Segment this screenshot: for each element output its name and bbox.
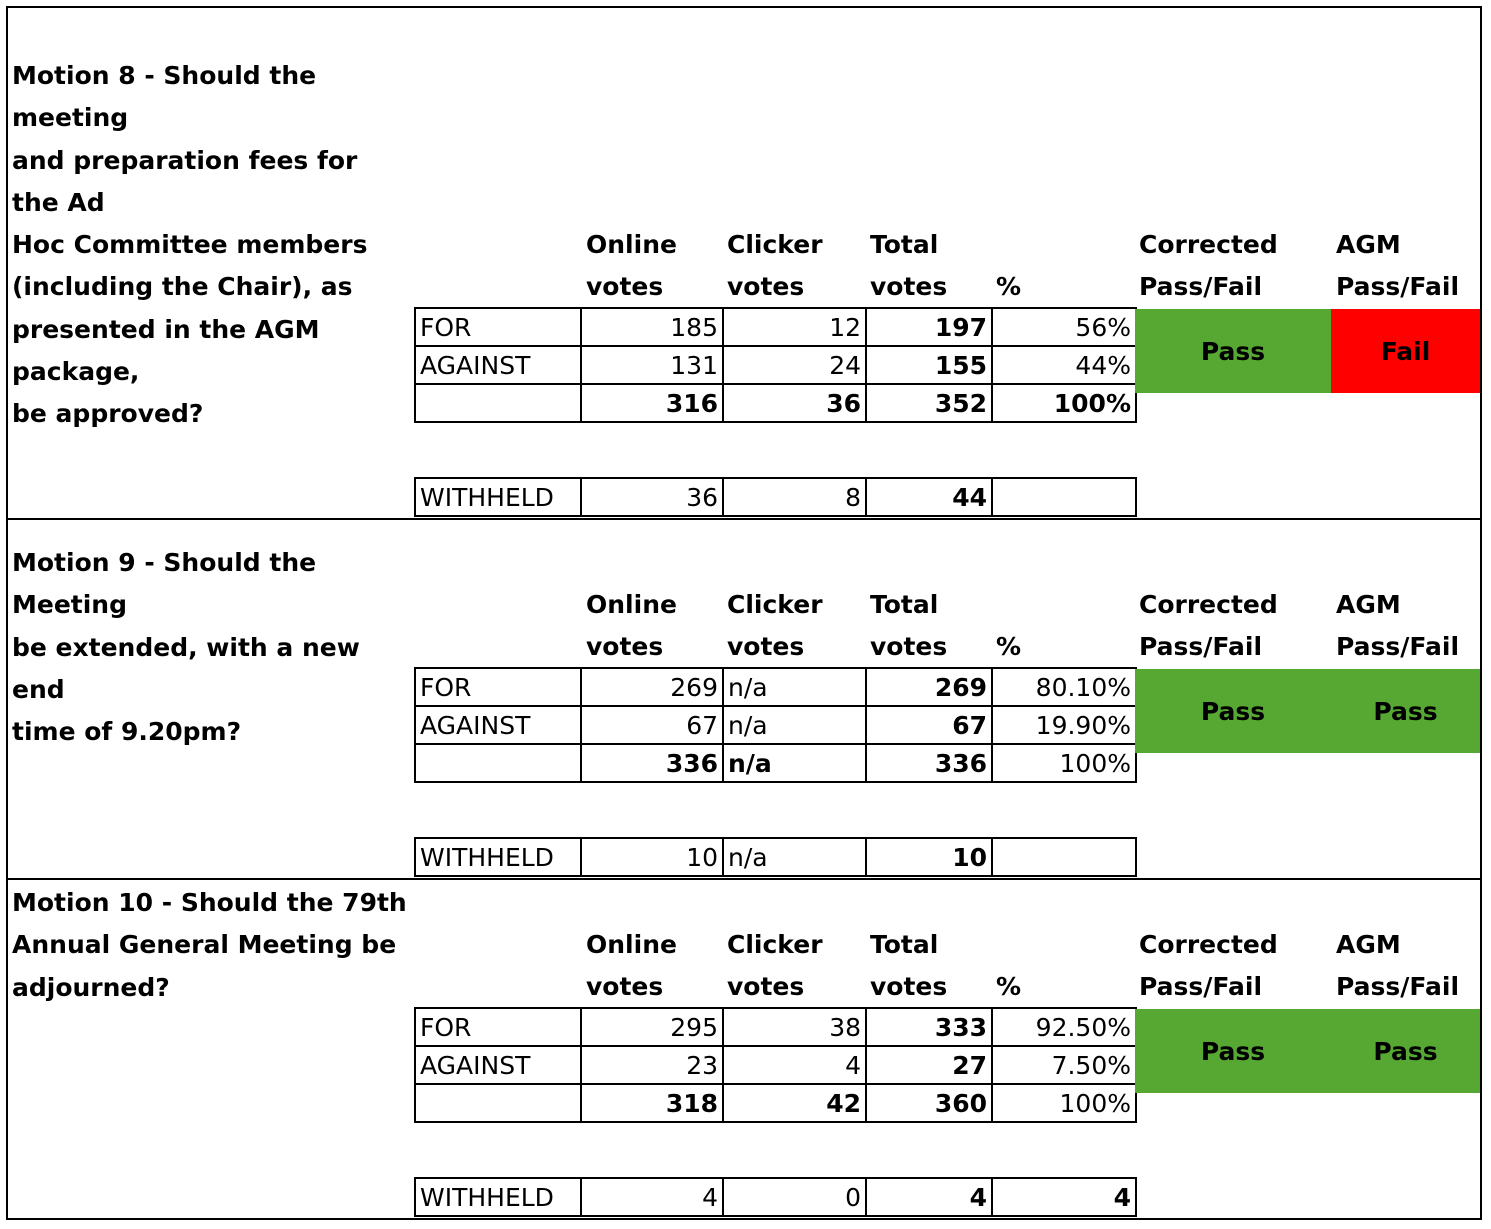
row-label: WITHHELD — [415, 478, 581, 516]
clicker-votes-cell: 4 — [723, 1046, 866, 1084]
section-divider — [6, 518, 1482, 520]
online-votes-cell: 269 — [581, 668, 723, 706]
corrected-pass-fail-header: Corrected Pass/Fail — [1139, 590, 1278, 662]
total-votes-header: Total votes — [870, 930, 948, 1002]
total-votes-cell: 197 — [866, 308, 992, 346]
corrected-result-badge: Pass — [1135, 309, 1331, 393]
votes-table — [414, 667, 1137, 783]
total-votes-cell: 333 — [866, 1008, 992, 1046]
row-label — [415, 384, 581, 422]
clicker-votes-cell: 38 — [723, 1008, 866, 1046]
motion-question: Motion 10 - Should the 79th Annual General Meeting be adjourned? — [12, 888, 407, 1002]
clicker-votes-cell: 0 — [723, 1178, 866, 1216]
row-label: AGAINST — [415, 346, 581, 384]
total-votes-cell: 155 — [866, 346, 992, 384]
online-votes-cell: 67 — [581, 706, 723, 744]
agm-result-badge: Pass — [1331, 669, 1480, 753]
percent-cell: 80.10% — [992, 668, 1136, 706]
online-votes-cell: 36 — [581, 478, 723, 516]
row-label: WITHHELD — [415, 1178, 581, 1216]
table-row — [415, 1008, 1136, 1046]
votes-table — [414, 307, 1137, 423]
corrected-result-badge: Pass — [1135, 1009, 1331, 1093]
percent-cell: 56% — [992, 308, 1136, 346]
row-label: FOR — [415, 1008, 581, 1046]
percent-cell — [992, 478, 1136, 516]
clicker-votes-cell: 42 — [723, 1084, 866, 1122]
agm-pass-fail-header: AGM Pass/Fail — [1336, 230, 1460, 302]
row-label: FOR — [415, 308, 581, 346]
section-divider — [6, 878, 1482, 880]
agm-pass-fail-header: AGM Pass/Fail — [1336, 930, 1460, 1002]
clicker-votes-cell: n/a — [723, 744, 866, 782]
withheld-table — [414, 1177, 1137, 1217]
total-votes-cell: 67 — [866, 706, 992, 744]
percent-cell: 44% — [992, 346, 1136, 384]
table-row — [415, 384, 1136, 422]
percent-header: % — [996, 272, 1022, 301]
clicker-votes-header: Clicker votes — [727, 930, 823, 1002]
row-label — [415, 1084, 581, 1122]
corrected-pass-fail-header: Corrected Pass/Fail — [1139, 930, 1278, 1002]
corrected-result-badge: Pass — [1135, 669, 1331, 753]
percent-cell: 4 — [992, 1178, 1136, 1216]
online-votes-header: Online votes — [586, 230, 677, 302]
percent-cell: 92.50% — [992, 1008, 1136, 1046]
percent-cell — [992, 838, 1136, 876]
total-votes-cell: 27 — [866, 1046, 992, 1084]
total-votes-cell: 10 — [866, 838, 992, 876]
clicker-votes-cell: 36 — [723, 384, 866, 422]
clicker-votes-cell: n/a — [723, 706, 866, 744]
total-votes-cell: 336 — [866, 744, 992, 782]
online-votes-header: Online votes — [586, 930, 677, 1002]
online-votes-cell: 295 — [581, 1008, 723, 1046]
clicker-votes-header: Clicker votes — [727, 590, 823, 662]
table-row — [415, 1084, 1136, 1122]
clicker-votes-cell: 12 — [723, 308, 866, 346]
online-votes-cell: 4 — [581, 1178, 723, 1216]
percent-cell: 100% — [992, 384, 1136, 422]
corrected-pass-fail-header: Corrected Pass/Fail — [1139, 230, 1278, 302]
table-row — [415, 478, 1136, 516]
clicker-votes-cell: 24 — [723, 346, 866, 384]
agm-pass-fail-header: AGM Pass/Fail — [1336, 590, 1460, 662]
row-label: FOR — [415, 668, 581, 706]
online-votes-cell: 316 — [581, 384, 723, 422]
percent-header: % — [996, 632, 1022, 661]
online-votes-cell: 10 — [581, 838, 723, 876]
row-label: WITHHELD — [415, 838, 581, 876]
withheld-table — [414, 837, 1137, 877]
withheld-table — [414, 477, 1137, 517]
total-votes-cell: 4 — [866, 1178, 992, 1216]
total-votes-cell: 352 — [866, 384, 992, 422]
agm-result-badge: Fail — [1331, 309, 1480, 393]
table-row — [415, 346, 1136, 384]
total-votes-cell: 360 — [866, 1084, 992, 1122]
online-votes-cell: 185 — [581, 308, 723, 346]
table-row — [415, 1046, 1136, 1084]
table-row — [415, 744, 1136, 782]
percent-cell: 19.90% — [992, 706, 1136, 744]
percent-header: % — [996, 972, 1022, 1001]
table-row — [415, 668, 1136, 706]
table-row — [415, 706, 1136, 744]
row-label: AGAINST — [415, 1046, 581, 1084]
percent-cell: 7.50% — [992, 1046, 1136, 1084]
table-row — [415, 1178, 1136, 1216]
row-label: AGAINST — [415, 706, 581, 744]
motion-question: Motion 9 - Should the Meeting be extended, with a new end time of 9.20pm? — [12, 548, 360, 747]
clicker-votes-cell: n/a — [723, 668, 866, 706]
online-votes-cell: 23 — [581, 1046, 723, 1084]
online-votes-cell: 336 — [581, 744, 723, 782]
clicker-votes-header: Clicker votes — [727, 230, 823, 302]
table-row — [415, 838, 1136, 876]
motion-question: Motion 8 - Should the meeting and preparation fees for the Ad Hoc Committee members (including the Chair), as presented in the AGM package, be approved? — [12, 61, 368, 429]
total-votes-header: Total votes — [870, 590, 948, 662]
row-label — [415, 744, 581, 782]
clicker-votes-cell: n/a — [723, 838, 866, 876]
percent-cell: 100% — [992, 744, 1136, 782]
total-votes-cell: 269 — [866, 668, 992, 706]
clicker-votes-cell: 8 — [723, 478, 866, 516]
total-votes-header: Total votes — [870, 230, 948, 302]
online-votes-header: Online votes — [586, 590, 677, 662]
percent-cell: 100% — [992, 1084, 1136, 1122]
online-votes-cell: 318 — [581, 1084, 723, 1122]
online-votes-cell: 131 — [581, 346, 723, 384]
votes-table — [414, 1007, 1137, 1123]
table-row — [415, 308, 1136, 346]
agm-result-badge: Pass — [1331, 1009, 1480, 1093]
total-votes-cell: 44 — [866, 478, 992, 516]
